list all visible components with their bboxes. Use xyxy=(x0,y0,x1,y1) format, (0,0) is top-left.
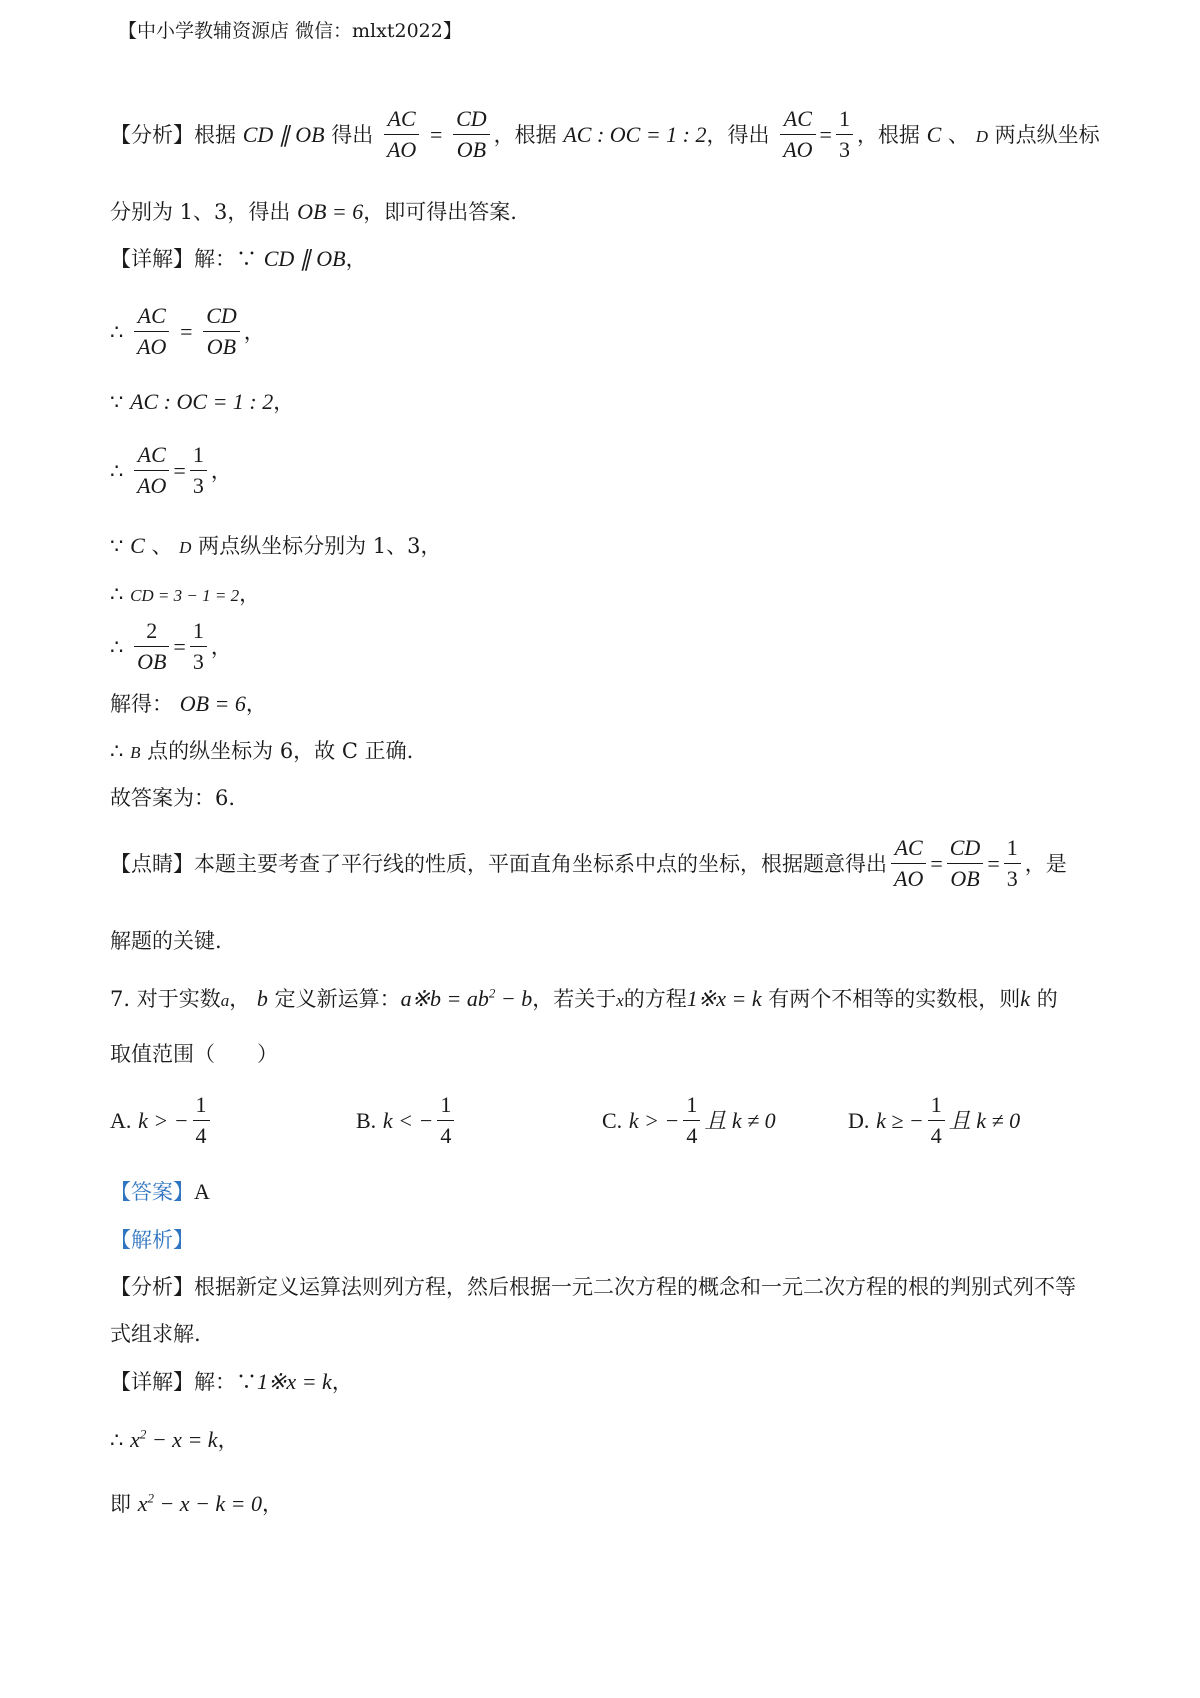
math-ratio: AC : OC = 1 : 2 xyxy=(563,122,707,147)
fraction-ac-ao: $\frac{AC}{AO}$ xyxy=(891,833,926,894)
math: k > − xyxy=(138,1108,189,1133)
equals: = xyxy=(987,851,1000,876)
text: 即 xyxy=(110,1492,131,1516)
step-1 xyxy=(110,303,265,364)
fraction-1-3: $\frac{1}{3}$ xyxy=(1004,833,1021,894)
text: ， xyxy=(262,1492,284,1516)
fraction-ac-ao: $\frac{AC}{AO}$ xyxy=(384,104,419,165)
math-cd-parallel-ob: CD ∥ OB xyxy=(263,246,346,271)
step-3 xyxy=(110,442,232,503)
fraction-1-4: $\frac{1}{4}$ xyxy=(928,1090,945,1151)
text: ， xyxy=(229,987,251,1011)
text: ，若关于 xyxy=(532,987,617,1011)
text: ， xyxy=(210,635,232,659)
math-a: a xyxy=(220,991,230,1010)
therefore-symbol: ∴ xyxy=(110,635,124,659)
analysis-2-line-2 xyxy=(110,1318,201,1348)
fraction-1-4: $\frac{1}{4}$ xyxy=(683,1090,700,1151)
text: 故答案为：6. xyxy=(110,786,236,810)
text: 式组求解. xyxy=(110,1322,201,1346)
math: k ≥ − xyxy=(876,1108,924,1133)
text: ， xyxy=(245,692,267,716)
fraction-1-3: $\frac{1}{3}$ xyxy=(190,440,207,501)
math-x: x xyxy=(616,991,624,1010)
equals: = xyxy=(429,122,443,147)
fraction-cd-ob: $\frac{CD}{OB}$ xyxy=(203,301,240,362)
text: 的 xyxy=(1036,987,1058,1011)
option-d[interactable] xyxy=(848,1092,1020,1153)
step-8 xyxy=(110,735,413,765)
page-header: 【中小学教辅资源店 微信：mlxt2022】 xyxy=(118,20,462,42)
explanation-tag: 【解析】 xyxy=(110,1228,194,1252)
analysis-line-2 xyxy=(110,196,517,226)
text: 两点纵坐标分别为 1、3， xyxy=(198,534,442,558)
math-c: C xyxy=(130,533,145,558)
answer-value: A xyxy=(194,1179,210,1204)
text: 、 xyxy=(948,123,969,147)
detail-2-step-2 xyxy=(110,1488,283,1518)
detail-tag: 【详解】 xyxy=(110,247,194,271)
fraction-ac-ao: $\frac{AC}{AO}$ xyxy=(134,301,169,362)
key-point-tag: 【点睛】 xyxy=(110,852,194,876)
text: ，即可得出答案. xyxy=(363,200,517,224)
fraction-2-ob: $\frac{2}{OB}$ xyxy=(134,616,169,677)
math-ratio: AC : OC = 1 : 2 xyxy=(130,389,274,414)
math: 且 k ≠ 0 xyxy=(704,1108,776,1133)
fraction-cd-ob: $\frac{CD}{OB}$ xyxy=(947,833,984,894)
because-symbol: ∵ xyxy=(110,390,124,414)
fraction-1-3: $\frac{1}{3}$ xyxy=(190,616,207,677)
equals: = xyxy=(180,319,193,344)
analysis-2-line-1 xyxy=(110,1271,1076,1301)
fraction-1-4: $\frac{1}{4}$ xyxy=(193,1090,210,1151)
text: ，得出 xyxy=(706,123,770,147)
text: 根据新定义运算法则列方程，然后根据一元二次方程的概念和一元二次方程的根的判别式列不等 xyxy=(194,1275,1076,1299)
text: 解：∵ xyxy=(194,247,257,271)
math: k < − xyxy=(382,1108,434,1133)
analysis-tag: 【分析】 xyxy=(110,1275,194,1299)
math-c: C xyxy=(926,122,942,147)
option-label: C. xyxy=(602,1108,623,1133)
text: 取值范围（ ） xyxy=(110,1042,278,1066)
text: ， xyxy=(217,1428,239,1452)
math-d: D xyxy=(179,538,192,557)
math-cd-parallel-ob: CD ∥ OB xyxy=(242,122,325,147)
fraction-ac-ao: $\frac{AC}{AO}$ xyxy=(134,440,169,501)
text: 有两个不相等的实数根，则 xyxy=(768,987,1021,1011)
fraction-1-3: $\frac{1}{3}$ xyxy=(836,104,853,165)
equals: = xyxy=(930,851,943,876)
therefore-symbol: ∴ xyxy=(110,459,124,483)
math-quadratic: $x^2 - x - k = 0$ xyxy=(137,1490,263,1516)
step-6 xyxy=(110,618,232,679)
option-b[interactable] xyxy=(356,1092,458,1153)
therefore-symbol: ∴ xyxy=(110,1428,124,1452)
detail-2-line xyxy=(110,1366,353,1396)
text: ， xyxy=(239,582,261,606)
math-quadratic: $x^2 - x = k$ xyxy=(130,1426,218,1452)
math-b: B xyxy=(130,743,141,762)
because-symbol: ∵ xyxy=(110,534,124,558)
key-point-line-1 xyxy=(110,835,1067,896)
key-point-line-2 xyxy=(110,925,222,955)
math-cd-eq: CD = 3 − 1 = 2 xyxy=(130,586,240,605)
math: k > − xyxy=(628,1108,680,1133)
fraction-1-4: $\frac{1}{4}$ xyxy=(437,1090,454,1151)
step-7 xyxy=(110,688,267,718)
equals: = xyxy=(173,634,186,659)
text: ，根据 xyxy=(856,123,920,147)
option-c[interactable] xyxy=(602,1092,776,1153)
analysis-tag: 【分析】 xyxy=(110,123,194,147)
fraction-ac-ao-2: $\frac{AC}{AO}$ xyxy=(780,104,815,165)
math-b: b xyxy=(256,986,268,1011)
option-label: A. xyxy=(110,1108,132,1133)
math-d: D xyxy=(975,127,988,146)
math-equation: 1※x = k xyxy=(257,1369,332,1394)
answer-tag: 【答案】 xyxy=(110,1180,194,1204)
step-2 xyxy=(110,386,294,416)
detail-2-step-1 xyxy=(110,1424,239,1454)
math-k: k xyxy=(1020,986,1031,1011)
text: 本题主要考查了平行线的性质，平面直角坐标系中点的坐标，根据题意得出 xyxy=(194,852,887,876)
text: ，是 xyxy=(1024,852,1067,876)
detail-line xyxy=(110,243,367,273)
text: 、 xyxy=(151,534,173,558)
text: 两点纵坐标 xyxy=(994,123,1100,147)
text: ， xyxy=(243,320,265,344)
therefore-symbol: ∴ xyxy=(110,582,124,606)
text: ， xyxy=(345,247,367,271)
text: 点的纵坐标为 6，故 C 正确. xyxy=(147,739,414,763)
text: 解得： xyxy=(110,692,173,716)
text: 分别为 1、3，得出 xyxy=(110,200,291,224)
analysis-line-1 xyxy=(110,106,1100,167)
option-label: D. xyxy=(848,1108,870,1133)
equals: = xyxy=(173,458,186,483)
math-definition: a※b = $ab^2 - b$ xyxy=(400,985,533,1011)
step-4 xyxy=(110,530,442,560)
fraction-cd-ob: $\frac{CD}{OB}$ xyxy=(453,104,490,165)
text: ， xyxy=(331,1370,353,1394)
math-ob-6: OB = 6 xyxy=(297,199,364,224)
math: 且 k ≠ 0 xyxy=(948,1108,1021,1133)
therefore-symbol: ∴ xyxy=(110,320,124,344)
step-9 xyxy=(110,782,235,812)
text: ， xyxy=(210,459,232,483)
text: ，根据 xyxy=(493,123,557,147)
text: 解题的关键. xyxy=(110,929,222,953)
math-equation: 1※x = k xyxy=(686,986,762,1011)
text: ， xyxy=(273,390,295,414)
detail-tag: 【详解】 xyxy=(110,1370,194,1394)
option-label: B. xyxy=(356,1108,377,1133)
math-ob-6: OB = 6 xyxy=(179,691,246,716)
equals: = xyxy=(819,122,832,147)
text: 得出 xyxy=(331,123,374,147)
text: 的方程 xyxy=(623,987,687,1011)
answer-line xyxy=(110,1176,210,1206)
question-7 xyxy=(110,983,1058,1013)
step-5 xyxy=(110,578,260,608)
question-number: 7. 对于实数 xyxy=(110,987,221,1011)
question-7-line-2 xyxy=(110,1038,278,1068)
text: 根据 xyxy=(194,123,236,147)
text: 解：∵ xyxy=(194,1370,257,1394)
text: 定义新运算： xyxy=(274,987,401,1011)
therefore-symbol: ∴ xyxy=(110,739,124,763)
option-a[interactable] xyxy=(110,1092,214,1153)
